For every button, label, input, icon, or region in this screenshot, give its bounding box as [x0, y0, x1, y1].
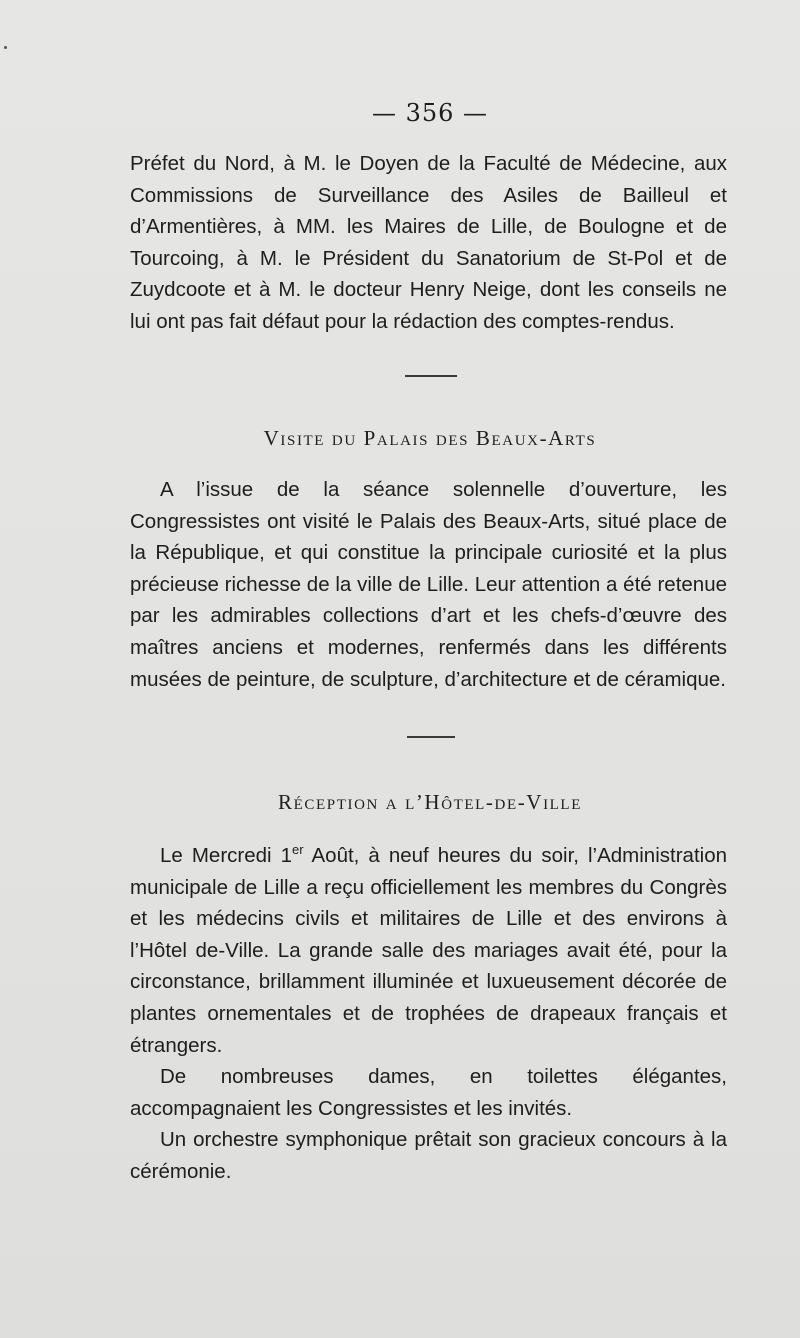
paragraph-acknowledgements — [130, 148, 727, 338]
paper-speck — [4, 46, 7, 49]
paragraph-text — [130, 840, 727, 1061]
section-divider — [405, 375, 457, 377]
paragraph-text: De nombreuses dames, en toilettes élégantes, accompagnaient les Congressistes et les invités. — [130, 1065, 727, 1120]
paragraph-text-start: Le Mercredi 1 — [160, 844, 293, 867]
paragraph-text: Préfet du Nord, à M. le Doyen de la Faculté de Médecine, aux Commissions de Surveillance des Asiles de Bailleul et d’Armentières, à MM. les Maires de Lille, de Boulogne et de Tourcoing, à M. le Président du Sanatorium de St-Pol et de Zuydcoote et à M. le docteur Henry Neige, dont les conseils ne lui ont pas fait défaut pour la rédaction des comptes-rendus. — [130, 152, 727, 333]
paragraph-text: A l’issue de la séance solennelle d’ouverture, les Congressistes ont visité le Palais des Beaux-Arts, situé place de la République, et qui constitue la principale curiosité et la plus précieuse richesse de la ville de Lille. Leur attention a été retenue par les admirables collections d’art et les chefs-d’œuvre des maîtres anciens et modernes, renfermés dans les différents musées de peinture, de sculpture, d’architecture et de céramique. — [130, 478, 727, 691]
section-reception-body — [130, 840, 727, 1188]
section-heading-reception: Réception a l’Hôtel-de-Ville — [278, 790, 582, 814]
paragraph-text: Un orchestre symphonique prêtait son gracieux concours à la cérémonie. — [130, 1128, 727, 1183]
paragraph-text-rest: Août, à neuf heures du soir, l’Administration municipale de Lille a reçu officiellement les membres du Congrès et les médecins civils et militaires de Lille et des environs à l’Hôtel de-Ville. La grande salle des mariages avait été, pour la circonstance, brillamment illuminée et luxueusement décorée de plantes ornementales et de trophées de drapeaux français et étrangers. — [130, 844, 727, 1057]
section-visite-body — [130, 474, 727, 695]
page-number: — 356 — — [371, 99, 489, 127]
section-heading-visite: Visite du Palais des Beaux-Arts — [263, 426, 597, 450]
section-divider — [407, 736, 455, 738]
ordinal-superscript: er — [292, 842, 304, 858]
